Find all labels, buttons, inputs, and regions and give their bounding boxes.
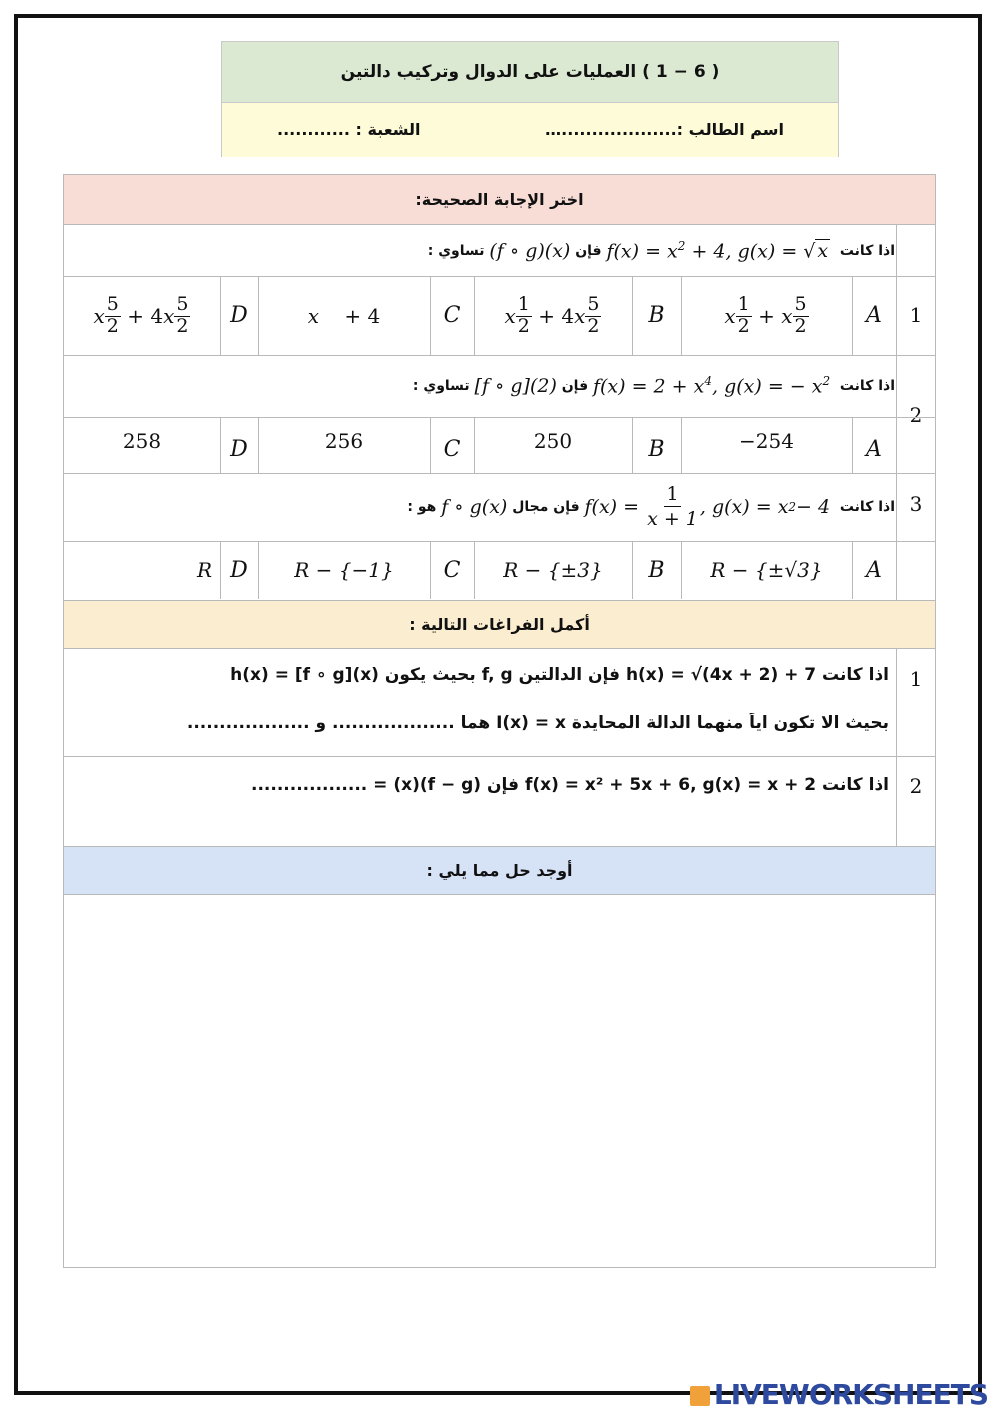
q1-option-c[interactable]: x + 4 xyxy=(307,303,381,328)
q2-option-d-letter: D xyxy=(230,436,248,462)
worksheet-table xyxy=(63,174,936,1268)
fill-1-line1: اذا كانت h(x) = √(4x + 2) + 7 فإن الدالتين f, g بحيث يكون h(x) = [f ∘ g](x) xyxy=(230,665,889,685)
q3-option-b-letter: B xyxy=(648,557,665,583)
solve-answer-area[interactable] xyxy=(64,895,935,1267)
q3-option-c[interactable]: R − {−1} xyxy=(294,558,394,582)
q1-option-b[interactable]: x 1 2 + 4 x 5 2 xyxy=(504,292,600,337)
question-2-text: اذا كانت $f(x) = 2 + x^4$, g(x) = − $x^2$ فإن [f ∘ g](2) تساوي : xyxy=(412,374,895,398)
q3-option-c-letter: C xyxy=(443,557,461,583)
q2-option-d[interactable]: 258 xyxy=(122,429,162,453)
fill-1-line2[interactable]: بحيث الا تكون اياً منهما الدالة المحايدة I(x) = x هما ................... و ................... xyxy=(186,713,889,733)
q2-option-b-letter: B xyxy=(648,436,665,462)
q2-option-c-letter: C xyxy=(443,436,461,462)
q1-option-a[interactable]: x 1 2 + x 5 2 xyxy=(724,292,807,337)
worksheet-header xyxy=(221,41,839,157)
logo-badge-icon xyxy=(690,1386,710,1406)
section-solve-title: أوجد حل مما يلي : xyxy=(64,846,935,895)
fill-1-number: 1 xyxy=(909,667,923,691)
q1-option-a-letter: A xyxy=(866,303,882,328)
student-info-row xyxy=(222,103,838,157)
worksheet-title: ( 6 − 1 ) العمليات على الدوال وتركيب دالتين xyxy=(222,42,838,103)
section-choose-title: اختر الإجابة الصحيحة: xyxy=(64,175,935,225)
q3-option-a[interactable]: R − {±√3} xyxy=(710,558,823,582)
question-1-number: 1 xyxy=(909,303,923,327)
q2-option-a[interactable]: −254 xyxy=(739,429,794,453)
question-3-number: 3 xyxy=(909,492,923,516)
q1-option-d-letter: D xyxy=(230,303,248,328)
q1-option-d[interactable]: x 5 2 + 4 x 5 2 xyxy=(93,292,189,337)
q2-option-c[interactable]: 256 xyxy=(324,429,364,453)
q2-option-b[interactable]: 250 xyxy=(533,429,573,453)
q1-option-b-letter: B xyxy=(648,303,665,328)
section-field[interactable]: الشعبة : ............ xyxy=(277,120,421,139)
q3-option-d-letter: D xyxy=(230,557,248,583)
q3-option-d[interactable]: R xyxy=(196,558,212,582)
fill-2-number: 2 xyxy=(909,774,923,798)
question-1-text: اذا كانت $f(x) = x^2 + 4$, g(x) = √ x فإن (f ∘ g)(x) تساوي : xyxy=(427,238,895,263)
q2-option-a-letter: A xyxy=(866,436,882,462)
section-fill-title: أكمل الفراغات التالية : xyxy=(64,600,935,649)
liveworksheets-logo: LIVEWORKSHEETS xyxy=(690,1378,988,1411)
question-2-number: 2 xyxy=(909,403,923,427)
question-3-text: اذا كانت f(x) = $\frac{1}{x + 1}$ , g(x) = x 2 − 4 فإن مجال f ∘ g(x) هو : xyxy=(407,483,895,530)
q3-option-b[interactable]: R − {±3} xyxy=(503,558,603,582)
q3-option-a-letter: A xyxy=(866,557,882,583)
student-name-field[interactable]: اسم الطالب :...................… xyxy=(545,120,784,139)
q1-option-c-letter: C xyxy=(443,303,461,328)
fill-2-line1[interactable]: اذا كانت f(x) = x² + 5x + 6, g(x) = x + 2 فإن (f − g)(x) = .................. xyxy=(251,775,889,795)
